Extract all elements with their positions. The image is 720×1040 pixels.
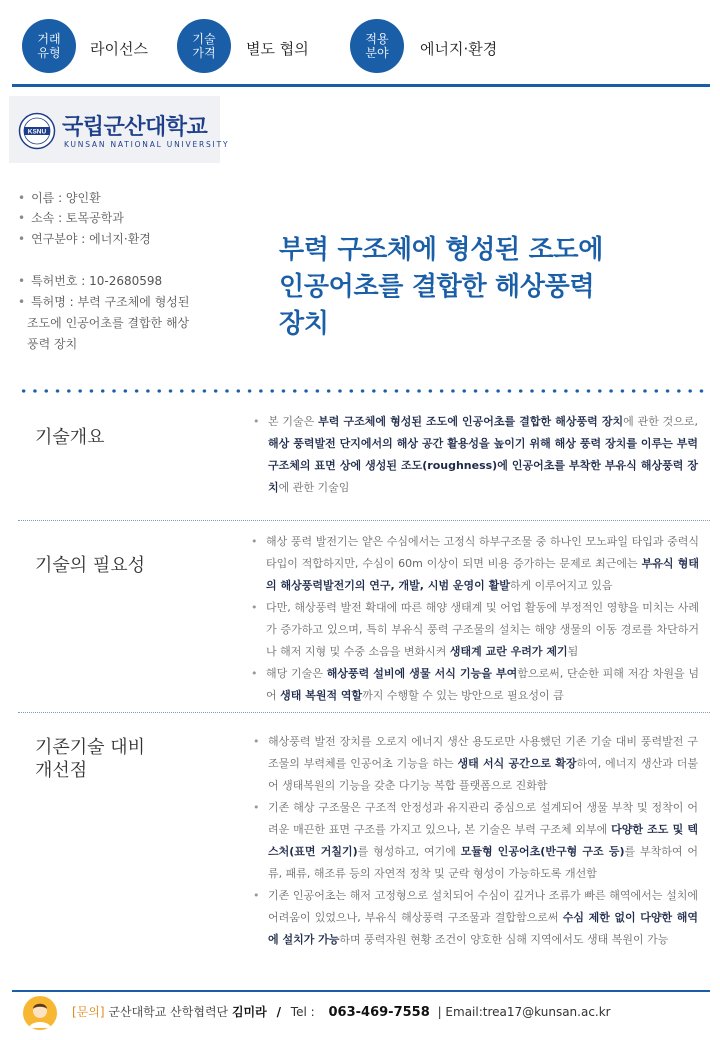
- section-title-necessity: 기술의 필요성: [35, 555, 146, 576]
- info-name: • 이름 : 양인환: [18, 191, 101, 205]
- svg-text:KSNU: KSNU: [27, 128, 47, 136]
- tag-value-deal-type: 라이선스: [90, 40, 148, 58]
- contact-person: 김미라: [231, 1005, 267, 1019]
- section-separator-1: [18, 520, 710, 521]
- contact-line: [72, 1003, 611, 1020]
- university-emblem-icon: [18, 112, 56, 150]
- contact-tel[interactable]: 063-469-7558: [328, 1005, 430, 1020]
- improvement-text: • 해상풍력 발전 장치를 오로지 에너지 생산 용도로만 사용했던 기존 기술 대비 풍력발전 구조물의 부력체를 인공어초 기능을 하는 생태 서식 공간으로 확장하여, 에너지 생산과 더불어 생태복원의 기능을 갖춘 다기능 복합 플랫폼으로 진화함 • 기존 해상 구조물은 구조적 안정성과 유지관리 중심으로 설계되어 생물 부착 및 정착이 어려운 매끈한 표면 구조를 가지고 있으나, 본 기술은 부력 구조체 외부에 다양한 조도 및 텍스처(표면 거칠기)를 형성하고, 여기에 모듈형 인공어초(반구형 구조 등)를 부착하여 어류, 패류, 해조류 등의 자연적 정착 및 군락 형성이 가능하도록 개선함 • 기존 인공어초는 해저 고정형으로 설치되어 수심이 깊거나 조류가 빠른 해역에서는 설치에 어려움이 있었으나, 부유식 해상풍력 구조물과 결합함으로써 수심 제한 없이 다양한 해역에 설치가 가능하며 풍력자원 현황 조건이 양호한 심해 지역에서도 생태 복원이 가능: [253, 735, 699, 946]
- tech-title: 부력 구조체에 형성된 조도에 인공어초를 결합한 해상풍력 장치: [279, 235, 604, 339]
- contact-person-avatar-icon: [22, 995, 58, 1031]
- bottom-divider: [12, 990, 710, 992]
- contact-org: 군산대학교 산학협력단: [108, 1005, 229, 1019]
- top-divider: [12, 84, 710, 87]
- section-title-improvement: 기존기술 대비 개선점: [35, 737, 146, 781]
- tag-value-field: 에너지·환경: [420, 40, 498, 58]
- info-patent-name-cont-1: 조도에 인공어초를 결합한 해상: [27, 316, 190, 330]
- info-patent-number: • 특허번호 : 10-2680598: [18, 274, 163, 288]
- info-patent-name: • 특허명 : 부력 구조체에 형성된: [18, 295, 190, 309]
- contact-email[interactable]: | Email:trea17@kunsan.ac.kr: [437, 1005, 611, 1019]
- tag-circle-field: 적용 분야: [350, 19, 404, 73]
- contact-label: [문의]: [72, 1005, 105, 1019]
- necessity-text: • 해상 풍력 발전기는 얕은 수심에서는 고정식 하부구조물 중 하나인 모노파일 타입과 중력식 타입이 적합하지만, 수심이 60m 이상이 되면 비용 증가하는 문제로 최근에는 부유식 형태의 해상풍력발전기의 연구, 개발, 시범 운영이 활발하게 이루어지고 있음 • 다만, 해상풍력 발전 확대에 따른 해양 생태계 및 어업 활동에 부정적인 영향을 미치는 사례가 증가하고 있으며, 특히 부유식 풍력 구조물의 설치는 해양 생물의 이동 경로를 차단하거나 해저 지형 및 수중 소음을 변화시켜 생태계 교란 우려가 제기됨 • 해당 기술은 해상풍력 설비에 생물 서식 기능을 부여함으로써, 단순한 피해 저감 차원을 넘어 생태 복원적 역할까지 수행할 수 있는 방안으로 필요성이 큼: [251, 535, 700, 702]
- overview-text: • 본 기술은 부력 구조체에 형성된 조도에 인공어초를 결합한 해상풍력 장치에 관한 것으로, 해상 풍력발전 단지에서의 해상 공간 활용성을 높이기 위해 해상 풍력 장치를 이루는 부력 구조체의 표면 상에 생성된 조도(roughness)에 인공어초를 부착한 부유식 해상풍력 장치에 관한 기술임: [253, 415, 698, 494]
- contact-slash: /: [276, 1005, 281, 1019]
- university-name-korean: 국립군산대학교: [62, 115, 208, 140]
- section-separator-2: [18, 712, 710, 713]
- tag-value-price: 별도 협의: [246, 40, 309, 58]
- info-field: • 연구분야 : 에너지·환경: [18, 232, 151, 246]
- dotted-divider: [18, 389, 710, 393]
- university-name-english: KUNSAN NATIONAL UNIVERSITY: [64, 140, 230, 149]
- section-title-overview: 기술개요: [35, 427, 105, 448]
- contact-tel-label: Tel :: [290, 1005, 315, 1019]
- tag-circle-deal-type: 거래 유형: [22, 19, 76, 73]
- info-dept: • 소속 : 토목공학과: [18, 211, 124, 225]
- info-patent-name-cont-2: 풍력 장치: [27, 337, 78, 351]
- tag-circle-price: 기술 가격: [177, 19, 231, 73]
